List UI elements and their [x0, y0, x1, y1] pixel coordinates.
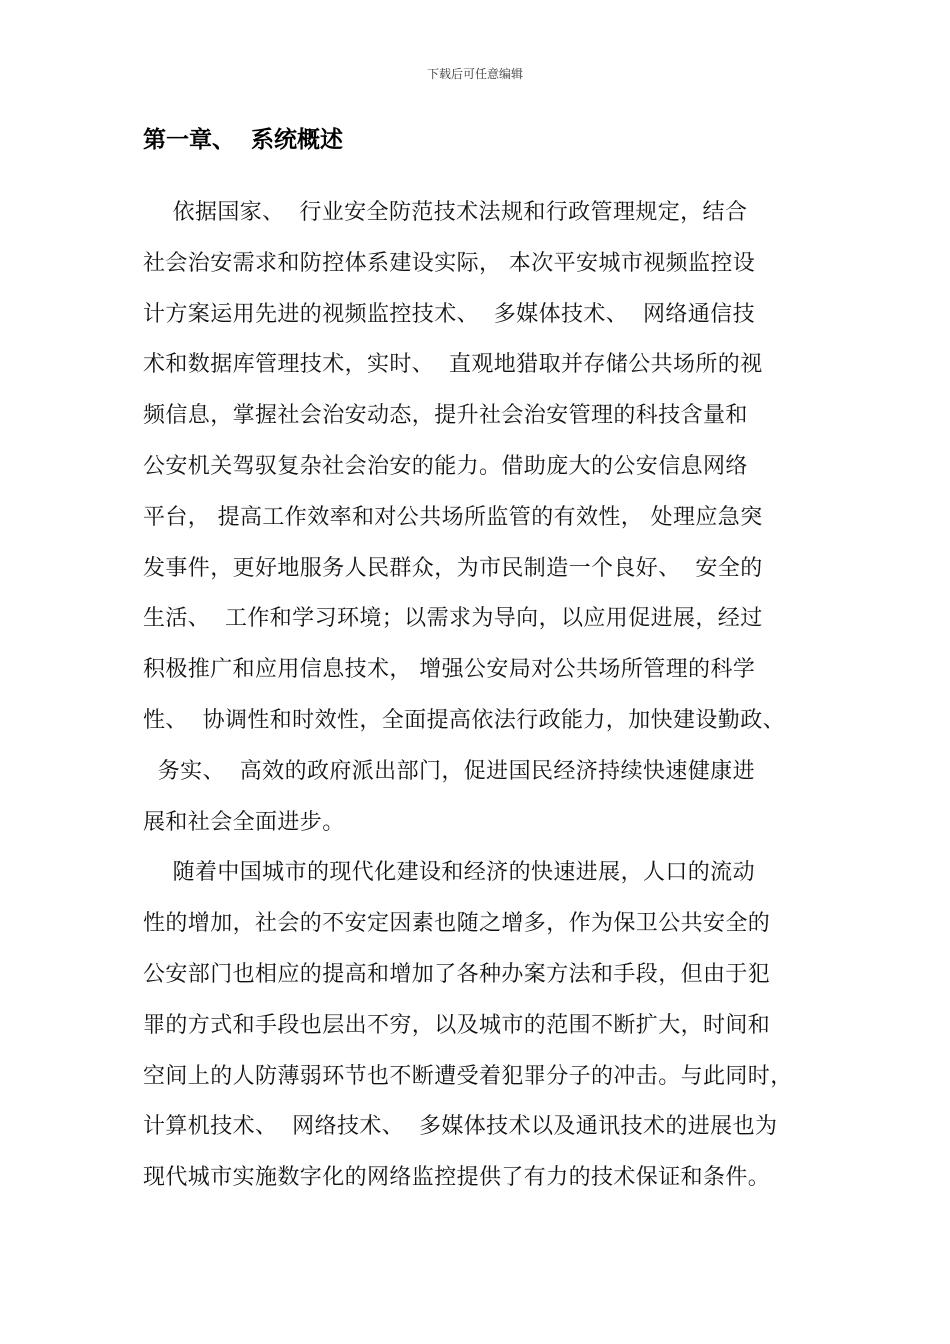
- text-line: 计算机技术、 网络技术、 多媒体技术以及通讯技术的进展也为: [143, 1114, 778, 1140]
- text-line: 罪的方式和手段也层出不穷，以及城市的范围不断扩大，时间和: [143, 1012, 771, 1038]
- text-line: 平台， 提高工作效率和对公共场所监管的有效性， 处理应急突: [143, 504, 763, 530]
- paragraph-1: [143, 188, 843, 848]
- text-line: 积极推广和应用信息技术， 增强公安局对公共场所管理的科学: [143, 657, 756, 683]
- text-line: 计方案运用先进的视频监控技术、 多媒体技术、 网络通信技: [143, 301, 755, 327]
- text-line: 发事件，更好地服务人民群众，为市民制造一个良好、 安全的: [143, 555, 763, 581]
- text-line: 术和数据库管理技术，实时、 直观地猎取并存储公共场所的视: [143, 352, 763, 378]
- text-line: 生活、 工作和学习环境；以需求为导向，以应用促进展，经过: [143, 606, 763, 632]
- body-text: [143, 188, 843, 1204]
- text-line: 现代城市实施数字化的网络监控提供了有力的技术保证和条件。: [143, 1165, 771, 1191]
- chapter-title: 第一章、 系统概述: [143, 127, 344, 153]
- page-header: 下载后可任意编辑: [426, 67, 523, 81]
- text-line: 空间上的人防薄弱环节也不断遭受着犯罪分子的冲击。与此同时，: [143, 1063, 793, 1089]
- text-line: 性的增加，社会的不安定因素也随之增多，作为保卫公共安全的: [143, 911, 771, 937]
- paragraph-2: [143, 848, 843, 1204]
- text-line: 公安部门也相应的提高和增加了各种办案方法和手段，但由于犯: [143, 961, 771, 987]
- text-line: 频信息，掌握社会治安动态，提升社会治安管理的科技含量和: [143, 403, 748, 429]
- text-line: 展和社会全面进步。: [143, 809, 345, 835]
- text-line: 性、 协调性和时效性，全面提高依法行政能力，加快建设勤政、: [143, 707, 785, 733]
- text-line: 社会治安需求和防控体系建设实际， 本次平安城市视频监控设: [143, 250, 756, 276]
- text-line: 务实、 高效的政府派出部门，促进国民经济持续快速健康进: [143, 758, 755, 784]
- text-line: 公安机关驾驭复杂社会治安的能力。借助庞大的公安信息网络: [143, 453, 748, 479]
- text-line: 依据国家、 行业安全防范技术法规和行政管理规定，结合: [143, 200, 748, 225]
- text-line: 随着中国城市的现代化建设和经济的快速进展，人口的流动: [143, 860, 755, 886]
